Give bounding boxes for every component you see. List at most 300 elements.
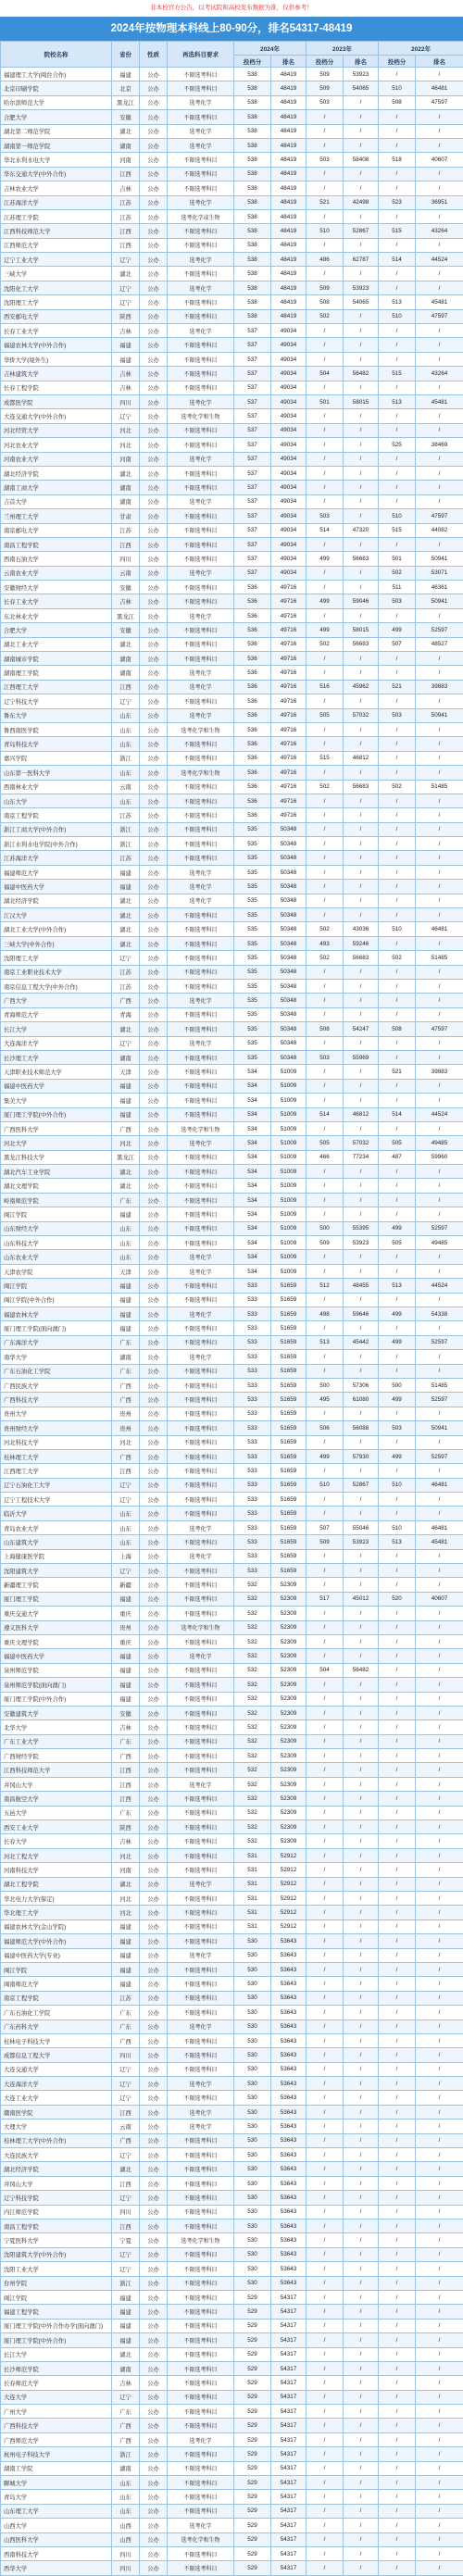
cell-school: 安徽建筑大学 [1,1706,112,1719]
table-row [1,2476,463,2490]
cell-score-2022: / [379,936,416,950]
cell-score-2023: / [307,1207,344,1221]
cell-nature: 公办 [140,2077,168,2091]
cell-score-2022: / [379,1777,416,1791]
cell-score-2022: 502 [379,951,416,965]
cell-nature: 公办 [140,124,168,138]
cell-score-2024: 538 [234,238,271,252]
table-body [1,68,463,2576]
cell-rank-2024: 51009 [271,1121,307,1135]
cell-score-2022: / [379,2347,416,2361]
cell-score-2024: 537 [234,566,271,580]
table-row [1,1934,463,1948]
cell-requirement: 不限选考科目 [168,594,234,608]
cell-score-2024: 537 [234,552,271,566]
table-row [1,1036,463,1050]
cell-nature: 公办 [140,2062,168,2076]
cell-score-2023: / [307,2490,344,2504]
cell-rank-2022: 47597 [416,1022,463,1036]
table-row [1,1692,463,1706]
cell-rank-2023: 58015 [344,623,379,637]
cell-rank-2023: 54065 [344,81,379,95]
cell-score-2023: / [307,1250,344,1264]
cell-rank-2023: / [344,466,379,480]
cell-score-2024: 530 [234,2105,271,2119]
cell-nature: 公办 [140,2176,168,2190]
cell-score-2024: 533 [234,1293,271,1307]
cell-score-2024: 530 [234,2120,271,2133]
cell-rank-2022: / [416,68,463,81]
cell-school: 泉州师范学院(面向澳门) [1,1678,112,1692]
cell-rank-2022: 36951 [416,195,463,209]
cell-province: 湖北 [112,922,140,936]
table-row [1,1977,463,1991]
cell-province: 江西 [112,2176,140,2190]
cell-requirement: 不限选考科目 [168,1478,234,1492]
table-row [1,2561,463,2575]
cell-score-2022: / [379,209,416,223]
cell-school: 哈尔滨师范大学 [1,95,112,109]
cell-province: 黑龙江 [112,1150,140,1164]
cell-requirement: 不限选考科目 [168,1706,234,1719]
cell-score-2023: / [307,209,344,223]
cell-rank-2022: / [416,1321,463,1335]
cell-score-2022: / [379,1578,416,1592]
cell-province: 江西 [112,167,140,181]
cell-province: 吉林 [112,367,140,381]
cell-requirement: 选考化学 [168,195,234,209]
cell-school: 福建师范大学(中外合作) [1,1934,112,1948]
cell-score-2024: 532 [234,1607,271,1620]
cell-province: 江西 [112,2105,140,2119]
cell-rank-2024: 51659 [271,1279,307,1293]
cell-requirement: 选考化学和生物 [168,409,234,423]
table-row [1,1179,463,1193]
cell-score-2022: / [379,1706,416,1719]
table-row [1,1919,463,1933]
cell-rank-2024: 52912 [271,1877,307,1891]
cell-school: 河南农业大学 [1,452,112,466]
cell-rank-2024: 53643 [271,2062,307,2076]
cell-rank-2024: 51009 [271,1136,307,1150]
cell-nature: 公办 [140,1421,168,1435]
cell-nature: 公办 [140,209,168,223]
cell-score-2022: 521 [379,680,416,694]
cell-rank-2023: / [344,1720,379,1734]
cell-rank-2023: / [344,837,379,851]
cell-requirement: 不限选考科目 [168,423,234,437]
cell-rank-2022: 45481 [416,394,463,408]
cell-score-2023: 521 [307,195,344,209]
cell-rank-2024: 54317 [271,2319,307,2332]
cell-score-2024: 530 [234,1934,271,1948]
cell-requirement: 不限选考科目 [168,1378,234,1392]
cell-score-2022: / [379,2205,416,2219]
cell-province: 山东 [112,708,140,722]
cell-rank-2023: 62787 [344,253,379,267]
cell-score-2022: / [379,1435,416,1449]
cell-score-2022: 487 [379,1150,416,1164]
cell-score-2023: / [307,2262,344,2276]
cell-score-2024: 538 [234,281,271,294]
cell-score-2022: / [379,381,416,394]
cell-rank-2024: 52912 [271,1906,307,1919]
table-row [1,1848,463,1862]
cell-rank-2024: 49034 [271,423,307,437]
cell-rank-2024: 52309 [271,1663,307,1677]
cell-province: 安徽 [112,581,140,594]
cell-rank-2023: / [344,1792,379,1806]
cell-requirement: 选考化学 [168,1264,234,1278]
cell-province: 广西 [112,2419,140,2432]
cell-rank-2023: / [344,2447,379,2461]
cell-school: 广东石油化工学院 [1,2006,112,2020]
cell-rank-2023: / [344,1507,379,1520]
cell-rank-2022: / [416,2519,463,2532]
table-row [1,794,463,807]
cell-province: 河北 [112,423,140,437]
cell-score-2023: 506 [307,1421,344,1435]
cell-school: 湖北经济学院 [1,466,112,480]
cell-rank-2023: / [344,737,379,751]
cell-province: 辽宁 [112,1478,140,1492]
cell-rank-2023: 56683 [344,951,379,965]
cell-rank-2024: 53643 [271,2048,307,2062]
cell-score-2022: 503 [379,1421,416,1435]
cell-score-2023: / [307,2006,344,2020]
cell-rank-2022: 59960 [416,1150,463,1164]
cell-rank-2022: / [416,2447,463,2461]
cell-rank-2024: 48419 [271,267,307,281]
cell-school: 大连海洋大学 [1,2077,112,2091]
cell-rank-2024: 48419 [271,195,307,209]
cell-score-2024: 530 [234,2205,271,2219]
cell-score-2024: 538 [234,68,271,81]
cell-rank-2022: / [416,1264,463,1278]
cell-rank-2024: 53643 [271,2219,307,2232]
cell-rank-2024: 51009 [271,1264,307,1278]
cell-school: 福建农林大学(金山学院) [1,1919,112,1933]
cell-score-2023: 509 [307,281,344,294]
cell-requirement: 不限选考科目 [168,509,234,523]
cell-rank-2023: / [344,652,379,666]
cell-rank-2023: / [344,608,379,622]
cell-school: 长春工业大学 [1,324,112,338]
table-row [1,167,463,181]
cell-score-2022: / [379,1250,416,1264]
cell-school: 湖南城市学院 [1,652,112,666]
cell-rank-2024: 50348 [271,994,307,1007]
cell-score-2023: 503 [307,95,344,109]
cell-rank-2023: / [344,509,379,523]
cell-rank-2024: 52309 [271,1678,307,1692]
cell-rank-2023: 53923 [344,1535,379,1549]
cell-rank-2023: / [344,1991,379,2005]
cell-rank-2023: / [344,694,379,708]
cell-rank-2022: 43264 [416,224,463,238]
cell-score-2024: 536 [234,722,271,736]
cell-rank-2023: / [344,2361,379,2375]
cell-rank-2022: 52597 [416,1221,463,1235]
cell-requirement: 不限选考科目 [168,780,234,794]
cell-score-2024: 534 [234,1107,271,1121]
table-row [1,124,463,138]
cell-requirement: 不限选考科目 [168,2461,234,2475]
cell-province: 河北 [112,1906,140,1919]
cell-score-2022: 499 [379,1335,416,1349]
cell-nature: 公办 [140,110,168,124]
cell-rank-2023: / [344,209,379,223]
cell-score-2022: / [379,2162,416,2176]
cell-rank-2023: / [344,894,379,907]
cell-score-2023: / [307,1094,344,1107]
table-row [1,1321,463,1335]
cell-school: 广东工业大学 [1,1734,112,1748]
cell-rank-2024: 53643 [271,2191,307,2205]
cell-school: 闽江学院 [1,1962,112,1976]
cell-requirement: 不限选考科目 [168,2361,234,2375]
cell-rank-2022: 40607 [416,153,463,167]
cell-rank-2022: 52597 [416,1335,463,1349]
cell-rank-2023: / [344,1877,379,1891]
cell-score-2023: 499 [307,1449,344,1463]
cell-requirement: 选考化学 [168,1649,234,1663]
cell-school: 沈阳化工大学 [1,281,112,294]
cell-score-2024: 533 [234,1364,271,1378]
cell-province: 辽宁 [112,2091,140,2105]
cell-province: 辽宁 [112,2077,140,2091]
cell-score-2024: 531 [234,1863,271,1877]
cell-rank-2024: 52912 [271,1892,307,1906]
cell-requirement: 不限选考科目 [168,1763,234,1777]
cell-rank-2023: / [344,381,379,394]
cell-province: 广东 [112,2405,140,2419]
cell-school: 长春大学 [1,1834,112,1848]
cell-school: 北京印刷学院 [1,81,112,95]
cell-rank-2024: 51659 [271,1350,307,1364]
cell-score-2023: / [307,2191,344,2205]
cell-score-2024: 538 [234,81,271,95]
cell-school: 厦门理工学院 [1,1592,112,1606]
header-score-2022: 投档分 [379,56,416,68]
cell-rank-2023: / [344,766,379,780]
cell-score-2022: 502 [379,566,416,580]
cell-nature: 公办 [140,1763,168,1777]
header-school: 院校名称 [1,42,112,68]
cell-school: 山西医科大学 [1,2532,112,2546]
cell-score-2022: 499 [379,1221,416,1235]
cell-requirement: 不限选考科目 [168,1364,234,1378]
cell-rank-2022: 38469 [416,438,463,452]
cell-rank-2022: / [416,124,463,138]
cell-requirement: 不限选考科目 [168,2290,234,2304]
cell-rank-2024: 51659 [271,1321,307,1335]
cell-province: 湖南 [112,1050,140,1064]
cell-score-2023: / [307,1848,344,1862]
cell-score-2022: / [379,1919,416,1933]
cell-requirement: 不限选考科目 [168,652,234,666]
cell-score-2022: / [379,324,416,338]
cell-school: 贵州财经大学 [1,1421,112,1435]
cell-rank-2024: 53643 [271,1977,307,1991]
cell-requirement: 不限选考科目 [168,153,234,167]
cell-school: 大连工业大学 [1,2091,112,2105]
cell-province: 湖北 [112,894,140,907]
cell-nature: 公办 [140,452,168,466]
cell-requirement: 不限选考科目 [168,694,234,708]
cell-score-2024: 537 [234,509,271,523]
cell-requirement: 不限选考科目 [168,1607,234,1620]
cell-rank-2024: 51659 [271,1435,307,1449]
cell-rank-2024: 53643 [271,2162,307,2176]
cell-rank-2023: / [344,2546,379,2560]
cell-province: 辽宁 [112,2148,140,2162]
cell-score-2022: 513 [379,1279,416,1293]
cell-score-2024: 530 [234,2219,271,2232]
cell-school: 闽江学院(中外合作) [1,1293,112,1307]
table-row [1,509,463,523]
cell-rank-2023: / [344,566,379,580]
cell-score-2023: 499 [307,623,344,637]
cell-rank-2023: / [344,2233,379,2247]
cell-rank-2022: / [416,110,463,124]
cell-score-2023: / [307,2419,344,2432]
cell-school: 河北工程大学 [1,1848,112,1862]
cell-score-2023: / [307,766,344,780]
cell-school: 遵义医科大学 [1,1620,112,1634]
table-row [1,409,463,423]
cell-score-2023: / [307,2105,344,2119]
cell-requirement: 选考化学 [168,281,234,294]
table-row [1,68,463,81]
cell-school: 福建中医药大学 [1,1649,112,1663]
cell-rank-2023: / [344,1165,379,1179]
cell-rank-2022: / [416,2133,463,2147]
cell-rank-2023: / [344,1948,379,1962]
cell-school: 西安邮电大学 [1,309,112,323]
cell-score-2023: / [307,167,344,181]
cell-requirement: 不限选考科目 [168,2191,234,2205]
cell-rank-2024: 51009 [271,1150,307,1164]
cell-score-2022: 508 [379,1022,416,1036]
cell-nature: 公办 [140,880,168,894]
cell-score-2022: / [379,722,416,736]
cell-score-2024: 537 [234,438,271,452]
cell-score-2022: / [379,2077,416,2091]
cell-score-2023: 493 [307,936,344,950]
cell-school: 闽江学院 [1,1207,112,1221]
cell-rank-2023: / [344,722,379,736]
cell-score-2022: / [379,2219,416,2232]
cell-nature: 公办 [140,1036,168,1050]
cell-score-2024: 535 [234,880,271,894]
cell-province: 福建 [112,1919,140,1933]
cell-school: 山东科技大学 [1,1236,112,1250]
cell-score-2022: / [379,2033,416,2047]
cell-school: 华东交通大学(中外合作) [1,167,112,181]
cell-score-2024: 535 [234,837,271,851]
cell-nature: 公办 [140,1806,168,1819]
cell-score-2023: / [307,694,344,708]
cell-school: 湖南工商大学 [1,481,112,494]
cell-nature: 公办 [140,1678,168,1692]
cell-score-2023: / [307,409,344,423]
cell-score-2024: 533 [234,1564,271,1578]
cell-score-2024: 530 [234,1962,271,1976]
cell-rank-2024: 48419 [271,224,307,238]
cell-rank-2023: 55046 [344,1520,379,1534]
cell-rank-2024: 49716 [271,652,307,666]
cell-rank-2024: 51659 [271,1464,307,1478]
cell-score-2022: 514 [379,1107,416,1121]
cell-nature: 公办 [140,2091,168,2105]
cell-score-2024: 532 [234,1620,271,1634]
cell-score-2024: 532 [234,1634,271,1648]
cell-score-2023: / [307,2447,344,2461]
cell-school: 广西民族大学 [1,1378,112,1392]
cell-score-2023: / [307,2361,344,2375]
cell-rank-2024: 49716 [271,808,307,822]
cell-requirement: 不限选考科目 [168,1207,234,1221]
cell-score-2024: 538 [234,95,271,109]
cell-province: 浙江 [112,837,140,851]
cell-requirement: 选考化学 [168,1549,234,1563]
cell-nature: 公办 [140,1179,168,1193]
cell-score-2023: 500 [307,1221,344,1235]
cell-rank-2024: 49716 [271,780,307,794]
cell-nature: 公办 [140,1307,168,1320]
cell-school: 山东理工大学 [1,2504,112,2518]
table-row [1,253,463,267]
cell-rank-2023: 57032 [344,1136,379,1150]
cell-score-2022: / [379,1549,416,1563]
cell-rank-2024: 51009 [271,1236,307,1250]
cell-requirement: 不限选考科目 [168,623,234,637]
cell-school: 华北理工大学 [1,1906,112,1919]
cell-rank-2023: / [344,1564,379,1578]
cell-nature: 公办 [140,1493,168,1507]
cell-requirement: 不限选考科目 [168,1792,234,1806]
cell-score-2024: 537 [234,423,271,437]
cell-nature: 公办 [140,652,168,666]
cell-score-2024: 530 [234,2020,271,2033]
cell-requirement: 不限选考科目 [168,1079,234,1093]
cell-province: 江苏 [112,195,140,209]
table-row [1,295,463,309]
cell-rank-2022: / [416,722,463,736]
cell-rank-2022: / [416,1050,463,1064]
cell-rank-2024: 53643 [271,1948,307,1962]
cell-score-2023: / [307,608,344,622]
cell-score-2024: 534 [234,1221,271,1235]
cell-rank-2022: 51485 [416,1378,463,1392]
cell-province: 河北 [112,1136,140,1150]
cell-score-2022: / [379,1892,416,1906]
cell-rank-2024: 53643 [271,1962,307,1976]
cell-rank-2023: / [344,808,379,822]
cell-score-2024: 530 [234,2091,271,2105]
cell-score-2023: / [307,980,344,994]
cell-nature: 公办 [140,1649,168,1663]
cell-nature: 公办 [140,637,168,651]
cell-score-2023: / [307,438,344,452]
cell-score-2022: 510 [379,81,416,95]
cell-province: 福建 [112,880,140,894]
cell-rank-2022: / [416,1364,463,1378]
cell-rank-2022: / [416,994,463,1007]
cell-rank-2022: / [416,1991,463,2005]
cell-nature: 公办 [140,1620,168,1634]
